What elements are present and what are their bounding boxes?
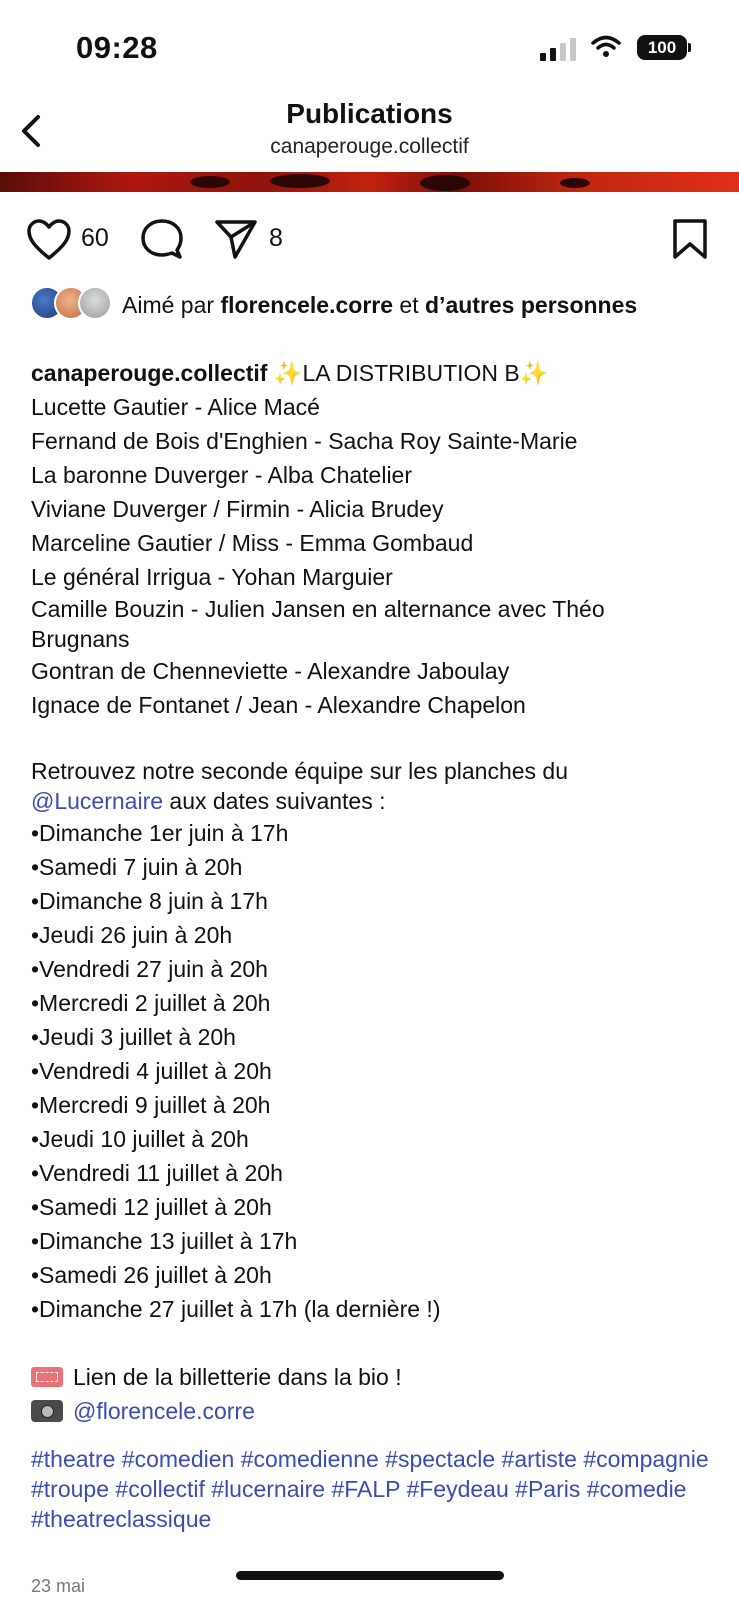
wifi-icon	[591, 34, 621, 58]
post-date: 23 mai	[31, 1576, 86, 1596]
likes-count[interactable]: 60	[81, 224, 109, 252]
liked-by-joiner: et	[399, 292, 419, 318]
date-item: •Samedi 12 juillet à 20h	[31, 1194, 272, 1220]
caption-intro	[31, 756, 691, 816]
photo-credit-link[interactable]: @florencele.corre	[73, 1398, 255, 1424]
camera-icon	[31, 1400, 63, 1422]
ticket-icon	[31, 1367, 63, 1387]
date-item: •Dimanche 13 juillet à 17h	[31, 1228, 298, 1254]
date-item: •Dimanche 1er juin à 17h	[31, 820, 289, 846]
intro-text: aux dates suivantes :	[169, 788, 386, 814]
cast-line: Ignace de Fontanet / Jean - Alexandre Chapelon	[31, 692, 526, 718]
caption-headline-text: LA DISTRIBUTION B	[302, 360, 520, 386]
date-item: •Jeudi 26 juin à 20h	[31, 922, 233, 948]
date-item: •Samedi 7 juin à 20h	[31, 854, 243, 880]
battery-tip	[688, 43, 691, 52]
date-item: •Vendredi 4 juillet à 20h	[31, 1058, 272, 1084]
date-item: •Vendredi 27 juin à 20h	[31, 956, 268, 982]
ticket-line	[31, 1360, 721, 1394]
caption-author[interactable]: canaperouge.collectif	[31, 360, 268, 386]
liked-by-text	[122, 290, 712, 320]
photo-credit-line	[31, 1394, 721, 1428]
date-item: •Mercredi 2 juillet à 20h	[31, 990, 271, 1016]
shares-count[interactable]: 8	[269, 224, 283, 252]
page-title: Publications	[286, 98, 453, 129]
share-icon[interactable]	[214, 218, 258, 260]
cast-line: Viviane Duverger / Firmin - Alicia Brudey	[31, 496, 444, 522]
cast-line: Camille Bouzin - Julien Jansen en alternance avec Théo Brugnans	[31, 596, 605, 652]
ticket-text: Lien de la billetterie dans la bio !	[73, 1364, 402, 1390]
cast-line: Fernand de Bois d'Enghien - Sacha Roy Sainte-Marie	[31, 428, 578, 454]
mention-link[interactable]: @Lucernaire	[31, 788, 164, 814]
intro-text: Retrouvez notre seconde équipe sur les planches du	[31, 758, 569, 784]
post-caption	[31, 356, 721, 1428]
sparkles-icon: ✨	[273, 360, 303, 386]
bookmark-icon[interactable]	[672, 218, 708, 260]
date-item: •Vendredi 11 juillet à 20h	[31, 1160, 283, 1186]
status-time: 09:28	[76, 30, 158, 65]
page-subtitle[interactable]: canaperouge.collectif	[270, 135, 469, 158]
caption-headline	[31, 356, 721, 390]
date-item: •Dimanche 8 juin à 17h	[31, 888, 268, 914]
date-item: •Samedi 26 juillet à 20h	[31, 1262, 272, 1288]
heart-icon[interactable]	[26, 218, 72, 262]
cast-line: Gontran de Chenneviette - Alexandre Jaboulay	[31, 658, 510, 684]
nav-header	[0, 95, 739, 171]
date-item: •Mercredi 9 juillet à 20h	[31, 1092, 271, 1118]
home-indicator[interactable]	[236, 1571, 504, 1580]
post-actions	[0, 218, 739, 262]
cast-line: Lucette Gautier - Alice Macé	[31, 394, 320, 420]
sparkles-icon: ✨	[519, 360, 549, 386]
comment-icon[interactable]	[141, 218, 183, 260]
post-image[interactable]	[0, 172, 739, 192]
cast-line: La baronne Duverger - Alba Chatelier	[31, 462, 413, 488]
date-item: •Jeudi 10 juillet à 20h	[31, 1126, 249, 1152]
date-item: •Dimanche 27 juillet à 17h (la dernière !)	[31, 1296, 441, 1322]
cellular-signal-icon	[540, 37, 576, 61]
battery-icon: 100	[637, 35, 687, 60]
date-item: •Jeudi 3 juillet à 20h	[31, 1024, 236, 1050]
liked-by-user[interactable]: florencele.corre	[220, 292, 394, 318]
hashtags[interactable]: #theatre #comedien #comedienne #spectacle #artiste #compagnie #troupe #collectif #lucernaire #FALP #Feydeau #Paris #comedie #theatreclassique	[31, 1446, 709, 1532]
avatar[interactable]	[78, 286, 112, 320]
cast-line: Marceline Gautier / Miss - Emma Gombaud	[31, 530, 474, 556]
liked-by-prefix: Aimé par	[122, 292, 215, 318]
liked-by-others[interactable]: d’autres personnes	[425, 292, 638, 318]
cast-line: Le général Irrigua - Yohan Marguier	[31, 564, 393, 590]
status-bar	[0, 0, 739, 95]
